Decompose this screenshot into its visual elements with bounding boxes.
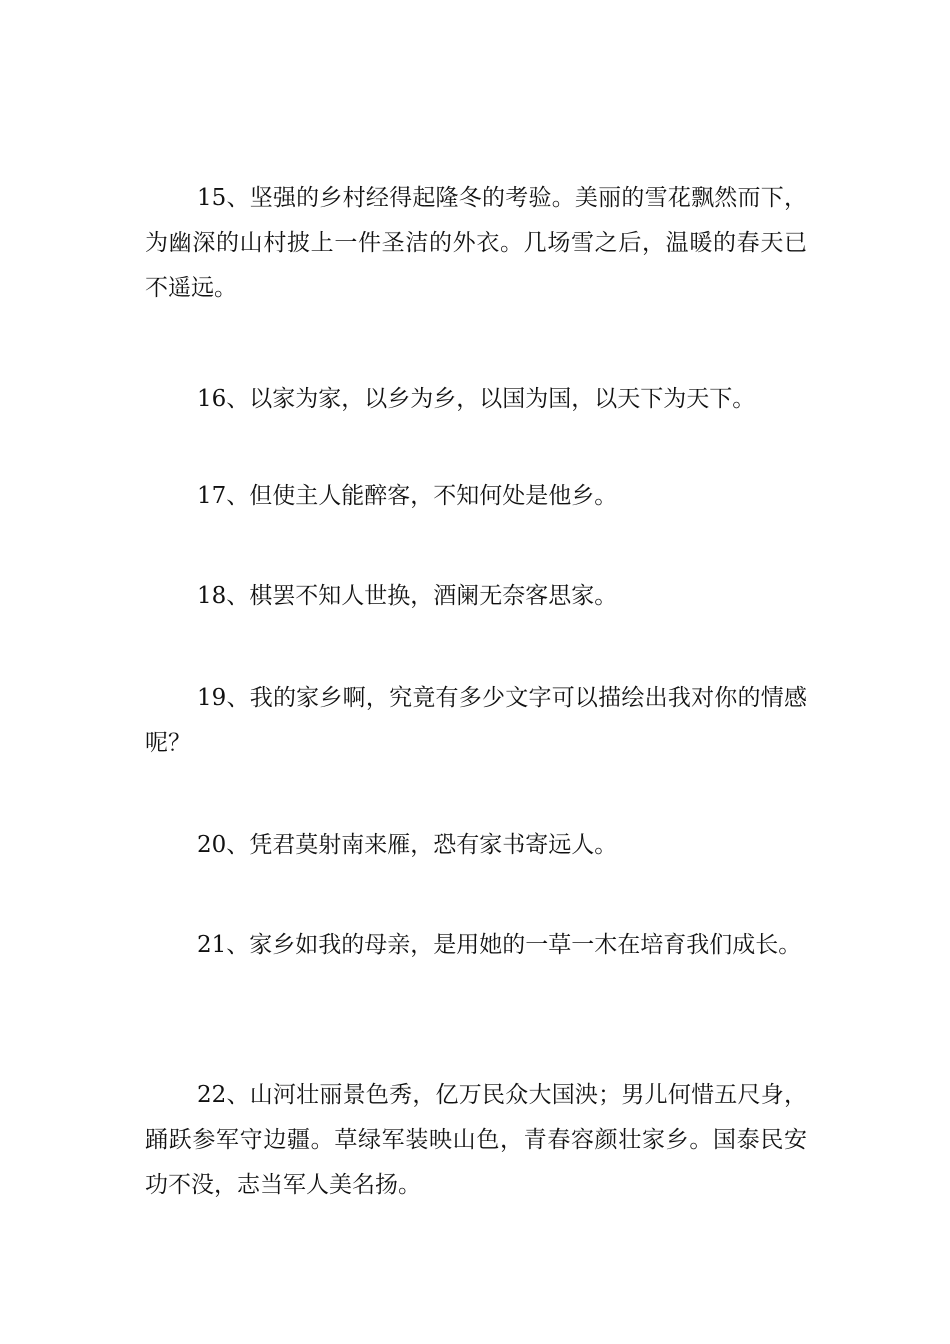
paragraph-19: 19、我的家乡啊，究竟有多少文字可以描绘出我对你的情感呢？ [145, 685, 807, 756]
paragraph-16: 16、以家为家，以乡为乡，以国为国，以天下为天下。 [197, 386, 756, 412]
paragraph-15: 15、坚强的乡村经得起隆冬的考验。美丽的雪花飘然而下，为幽深的山村披上一件圣洁的外衣。几场雪之后，温暖的春天已不遥远。 [145, 185, 807, 301]
paragraph-21: 21、家乡如我的母亲，是用她的一草一木在培育我们成长。 [197, 932, 802, 958]
paragraph-17: 17、但使主人能醉客，不知何处是他乡。 [197, 483, 618, 509]
paragraph-22: 22、山河壮丽景色秀，亿万民众大国泱；男儿何惜五尺身，踊跃参军守边疆。草绿军装映山色，青春容颜壮家乡。国泰民安功不没，志当军人美名扬。 [145, 1082, 807, 1198]
paragraph-18: 18、棋罢不知人世换，酒阑无奈客思家。 [197, 583, 618, 609]
paragraph-20: 20、凭君莫射南来雁，恐有家书寄远人。 [197, 832, 618, 858]
